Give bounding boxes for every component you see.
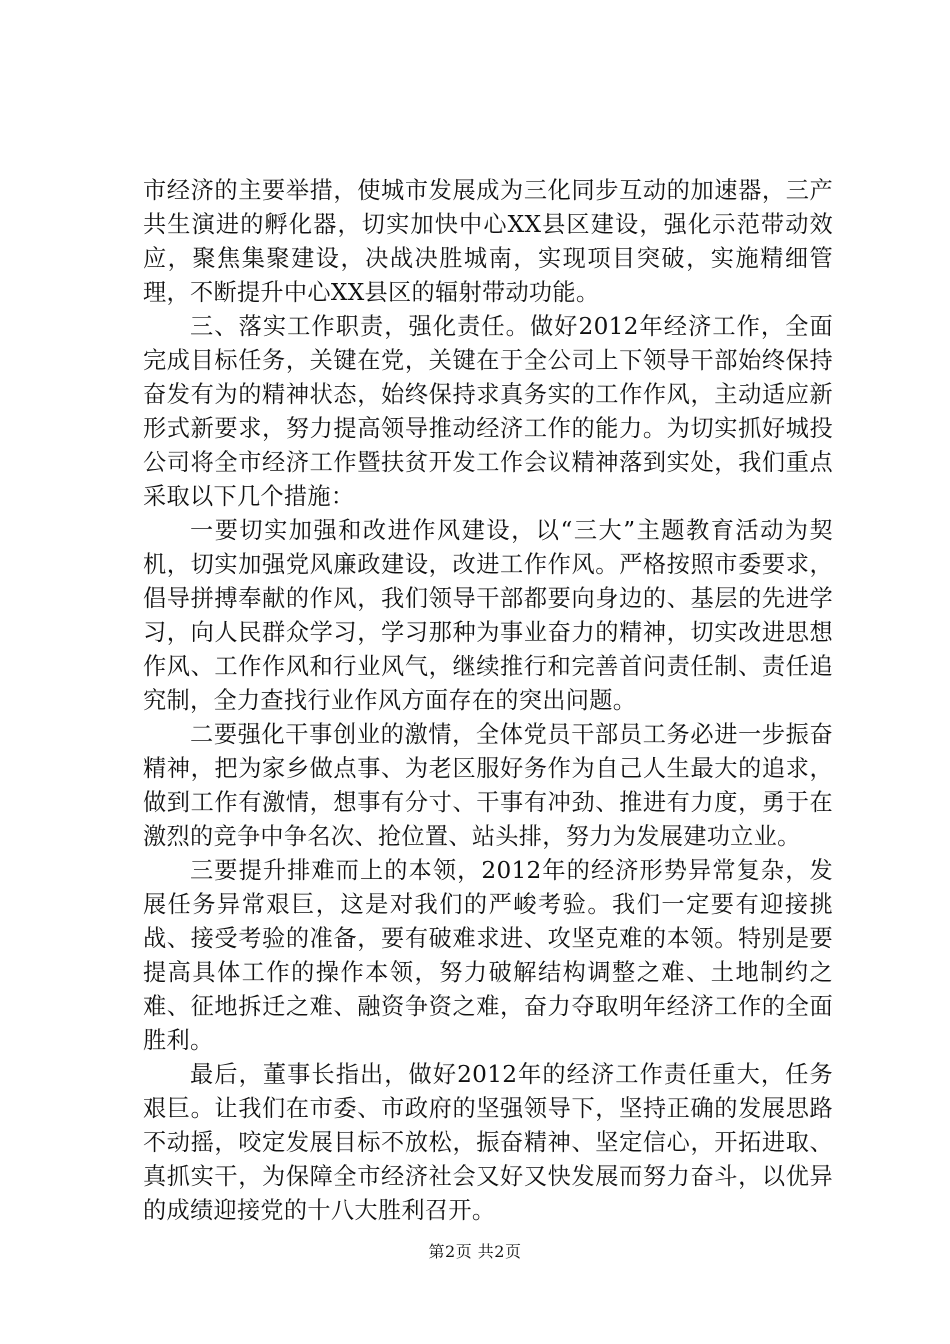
document-body <box>143 174 833 1228</box>
paragraph-3: 一要切实加强和改进作风建设，以“三大”主题教育活动为契机，切实加强党风廉政建设，改进工作作风。严格按照市委要求，倡导拼搏奉献的作风，我们领导干部都要向身边的、基层的先进学习，向人民群众学习，学习那种为事业奋力的精神，切实改进思想作风、工作作风和行业风气，继续推行和完善首问责任制、责任追究制，全力查找行业作风方面存在的突出问题。 <box>143 517 833 714</box>
paragraph-6: 最后，董事长指出，做好2012年的经济工作责任重大，任务艰巨。让我们在市委、市政府的坚强领导下，坚持正确的发展思路不动摇，咬定发展目标不放松，振奋精神、坚定信心，开拓进取、真抓实干，为保障全市经济社会又好又快发展而努力奋斗，以优异的成绩迎接党的十八大胜利召开。 <box>143 1061 833 1224</box>
paragraph-2: 三、落实工作职责，强化责任。做好2012年经济工作，全面完成目标任务，关键在党，关键在于全公司上下领导干部始终保持奋发有为的精神状态，始终保持求真务实的工作作风，主动适应新形式新要求，努力提高领导推动经济工作的能力。为切实抓好城投公司将全市经济工作暨扶贫开发工作会议精神落到实处，我们重点采取以下几个措施： <box>143 313 833 510</box>
paragraph-4: 二要强化干事创业的激情，全体党员干部员工务必进一步振奋精神，把为家乡做点事、为老区服好务作为自己人生最大的追求，做到工作有激情，想事有分寸、干事有冲劲、推进有力度，勇于在激烈的竞争中争名次、抢位置、站头排，努力为发展建功立业。 <box>143 721 833 850</box>
paragraph-5: 三要提升排难而上的本领，2012年的经济形势异常复杂，发展任务异常艰巨，这是对我们的严峻考验。我们一定要有迎接挑战、接受考验的准备，要有破难求进、攻坚克难的本领。特别是要提高具体工作的操作本领，努力破解结构调整之难、土地制约之难、征地拆迁之难、融资争资之难，奋力夺取明年经济工作的全面胜利。 <box>143 857 833 1054</box>
page-footer: 第2页 共2页 <box>428 1242 522 1261</box>
paragraph-1: 市经济的主要举措，使城市发展成为三化同步互动的加速器，三产共生演进的孵化器，切实加快中心XX县区建设，强化示范带动效应，聚焦集聚建设，决战决胜城南，实现项目突破，实施精细管理，不断提升中心XX县区的辐射带动功能。 <box>143 177 833 306</box>
